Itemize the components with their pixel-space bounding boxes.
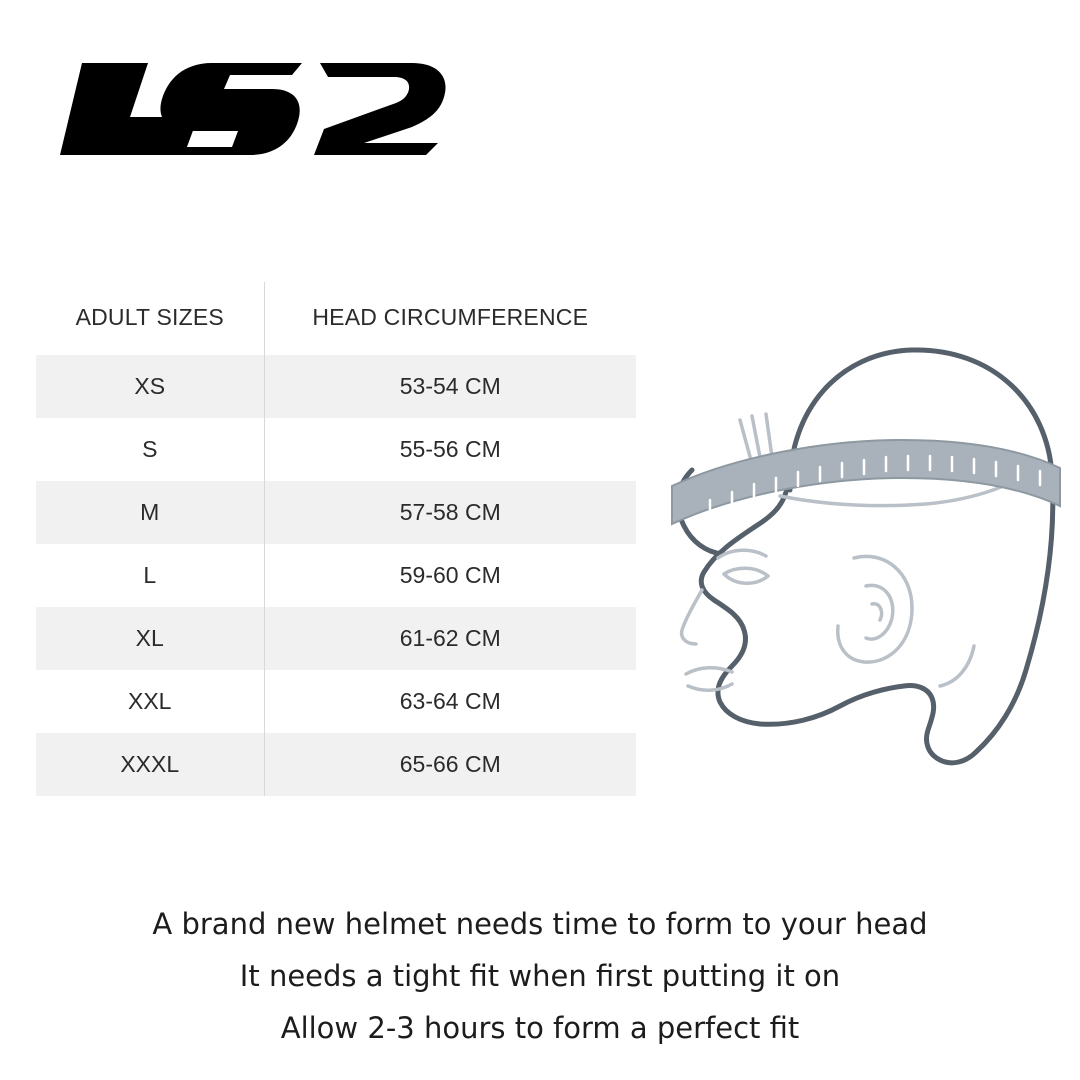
- head-measurement-diagram-icon: [640, 290, 1070, 790]
- note-line-2: It needs a tight fit when first putting it on: [239, 959, 841, 993]
- table-row: [36, 670, 636, 733]
- table-row: [36, 481, 636, 544]
- note-line-3: Allow 2-3 hours to form a perfect fit: [280, 1011, 800, 1045]
- cell-circumference: 55-56 CM: [264, 418, 636, 481]
- head-measurement-illustration: [640, 290, 1070, 790]
- cell-circumference: 65-66 CM: [264, 733, 636, 796]
- ls2-helmets-logo-icon: [52, 55, 472, 170]
- cell-size: L: [36, 544, 264, 607]
- fitting-note: [0, 898, 1080, 1054]
- brand-logo: [52, 55, 472, 170]
- cell-size: M: [36, 481, 264, 544]
- table-row: [36, 607, 636, 670]
- table-header-row: [36, 282, 636, 355]
- cell-size: XL: [36, 607, 264, 670]
- table-row: [36, 733, 636, 796]
- cell-size: XXXL: [36, 733, 264, 796]
- cell-size: XS: [36, 355, 264, 418]
- table-row: [36, 355, 636, 418]
- cell-size: S: [36, 418, 264, 481]
- size-chart-table: [36, 282, 636, 796]
- table-row: [36, 418, 636, 481]
- cell-circumference: 53-54 CM: [264, 355, 636, 418]
- cell-circumference: 61-62 CM: [264, 607, 636, 670]
- measuring-tape: [672, 440, 1060, 524]
- table-row: [36, 544, 636, 607]
- cell-size: XXL: [36, 670, 264, 733]
- note-line-1: A brand new helmet needs time to form to your head: [152, 907, 928, 941]
- cell-circumference: 63-64 CM: [264, 670, 636, 733]
- cell-circumference: 57-58 CM: [264, 481, 636, 544]
- column-header-adult-sizes: ADULT SIZES: [36, 282, 264, 355]
- cell-circumference: 59-60 CM: [264, 544, 636, 607]
- column-header-head-circumference: HEAD CIRCUMFERENCE: [264, 282, 636, 355]
